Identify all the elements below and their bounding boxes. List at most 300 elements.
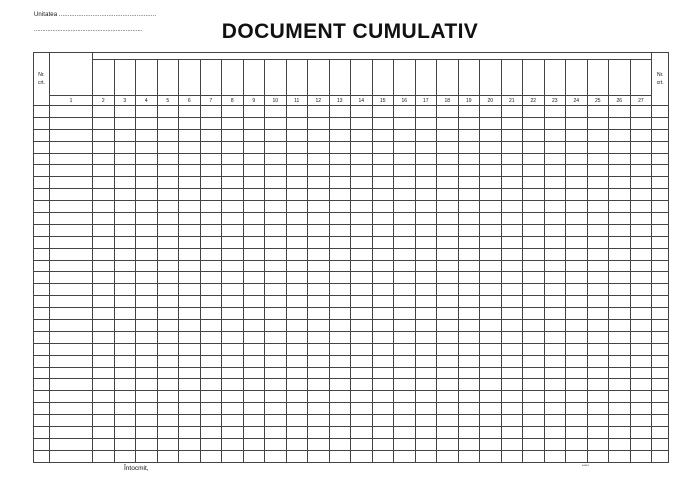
table-cell	[351, 260, 373, 272]
table-cell	[587, 391, 609, 403]
table-cell	[523, 165, 545, 177]
table-cell	[265, 189, 287, 201]
table-cell	[501, 403, 523, 415]
table-cell	[286, 415, 308, 427]
table-cell	[222, 427, 244, 439]
table-cell	[179, 331, 201, 343]
table-cell	[265, 355, 287, 367]
table-cell	[114, 284, 136, 296]
table-row	[34, 117, 669, 129]
table-cell	[50, 296, 93, 308]
table-cell	[351, 438, 373, 450]
table-cell	[652, 117, 669, 129]
table-cell	[501, 141, 523, 153]
table-cell	[114, 331, 136, 343]
table-cell	[566, 129, 588, 141]
table-cell	[50, 355, 93, 367]
table-cell	[480, 415, 502, 427]
table-cell	[93, 165, 115, 177]
table-cell	[308, 355, 330, 367]
table-cell	[50, 106, 93, 118]
table-cell	[114, 379, 136, 391]
table-cell	[458, 367, 480, 379]
table-cell	[114, 403, 136, 415]
table-cell	[93, 260, 115, 272]
column-number: 4	[136, 96, 158, 106]
table-cell	[329, 308, 351, 320]
table-cell	[329, 427, 351, 439]
table-cell	[50, 141, 93, 153]
table-cell	[458, 201, 480, 213]
table-cell	[501, 367, 523, 379]
column-header-cell	[372, 60, 394, 96]
table-cell	[437, 415, 459, 427]
cumulative-table	[33, 52, 669, 463]
table-cell	[394, 236, 416, 248]
table-cell	[652, 189, 669, 201]
table-cell	[308, 201, 330, 213]
table-cell	[50, 260, 93, 272]
table-row	[34, 308, 669, 320]
table-cell	[136, 236, 158, 248]
column-header-cell	[222, 60, 244, 96]
table-cell	[34, 296, 50, 308]
table-cell	[394, 129, 416, 141]
table-cell	[394, 355, 416, 367]
table-cell	[265, 213, 287, 225]
table-cell	[501, 177, 523, 189]
table-cell	[50, 224, 93, 236]
table-cell	[437, 260, 459, 272]
table-cell	[566, 177, 588, 189]
table-cell	[222, 391, 244, 403]
table-cell	[351, 427, 373, 439]
table-cell	[286, 272, 308, 284]
table-cell	[179, 391, 201, 403]
table-cell	[351, 141, 373, 153]
table-cell	[630, 272, 652, 284]
table-cell	[200, 343, 222, 355]
table-cell	[50, 201, 93, 213]
table-cell	[265, 260, 287, 272]
table-cell	[415, 260, 437, 272]
table-cell	[501, 320, 523, 332]
table-cell	[179, 343, 201, 355]
table-cell	[222, 177, 244, 189]
column-number: 12	[308, 96, 330, 106]
table-cell	[157, 415, 179, 427]
table-cell	[34, 153, 50, 165]
table-cell	[544, 367, 566, 379]
table-cell	[652, 427, 669, 439]
table-cell	[351, 129, 373, 141]
table-cell	[480, 379, 502, 391]
table-cell	[630, 153, 652, 165]
column-header-cell	[351, 60, 373, 96]
unit-field: Unitatea .......................................................	[34, 12, 157, 18]
table-cell	[179, 284, 201, 296]
table-cell	[394, 379, 416, 391]
table-cell	[544, 391, 566, 403]
table-cell	[351, 284, 373, 296]
table-cell	[394, 343, 416, 355]
table-cell	[394, 165, 416, 177]
table-cell	[458, 117, 480, 129]
table-cell	[501, 165, 523, 177]
column-number: 14	[351, 96, 373, 106]
table-cell	[652, 248, 669, 260]
table-cell	[114, 224, 136, 236]
table-cell	[114, 129, 136, 141]
table-cell	[501, 450, 523, 462]
table-cell	[544, 331, 566, 343]
table-cell	[308, 450, 330, 462]
table-row	[34, 129, 669, 141]
table-cell	[458, 189, 480, 201]
table-cell	[286, 320, 308, 332]
table-cell	[265, 236, 287, 248]
table-cell	[329, 355, 351, 367]
table-cell	[415, 403, 437, 415]
table-cell	[609, 355, 631, 367]
table-cell	[587, 248, 609, 260]
table-cell	[329, 165, 351, 177]
column-number: 22	[523, 96, 545, 106]
table-cell	[243, 165, 265, 177]
table-cell	[329, 106, 351, 118]
table-cell	[587, 213, 609, 225]
table-cell	[50, 248, 93, 260]
table-cell	[243, 153, 265, 165]
table-cell	[93, 331, 115, 343]
table-row	[34, 355, 669, 367]
table-cell	[372, 403, 394, 415]
table-cell	[523, 177, 545, 189]
table-cell	[93, 248, 115, 260]
column-number: 24	[566, 96, 588, 106]
table-cell	[157, 355, 179, 367]
table-cell	[265, 106, 287, 118]
table-cell	[523, 106, 545, 118]
table-cell	[114, 320, 136, 332]
table-cell	[243, 355, 265, 367]
table-cell	[437, 403, 459, 415]
table-cell	[114, 391, 136, 403]
table-cell	[415, 367, 437, 379]
table-cell	[308, 236, 330, 248]
column-number: 27	[630, 96, 652, 106]
table-cell	[34, 260, 50, 272]
table-cell	[351, 201, 373, 213]
table-cell	[501, 391, 523, 403]
table-cell	[329, 438, 351, 450]
table-cell	[200, 129, 222, 141]
column-number: 16	[394, 96, 416, 106]
table-cell	[480, 308, 502, 320]
table-row	[34, 213, 669, 225]
table-cell	[394, 224, 416, 236]
table-cell	[93, 438, 115, 450]
table-cell	[329, 450, 351, 462]
table-cell	[157, 391, 179, 403]
table-cell	[523, 379, 545, 391]
table-cell	[265, 367, 287, 379]
table-cell	[157, 308, 179, 320]
table-cell	[415, 177, 437, 189]
table-cell	[609, 284, 631, 296]
table-cell	[415, 141, 437, 153]
table-header-top	[34, 53, 669, 60]
table-cell	[34, 141, 50, 153]
table-cell	[286, 153, 308, 165]
table-cell	[652, 403, 669, 415]
table-cell	[136, 331, 158, 343]
table-cell	[394, 213, 416, 225]
table-cell	[566, 189, 588, 201]
table-cell	[480, 117, 502, 129]
table-cell	[200, 415, 222, 427]
table-cell	[372, 224, 394, 236]
table-cell	[222, 296, 244, 308]
table-cell	[329, 129, 351, 141]
table-cell	[200, 248, 222, 260]
table-row	[34, 236, 669, 248]
table-cell	[630, 427, 652, 439]
table-cell	[587, 153, 609, 165]
table-cell	[523, 427, 545, 439]
table-cell	[136, 438, 158, 450]
table-cell	[458, 248, 480, 260]
table-cell	[136, 153, 158, 165]
table-cell	[200, 331, 222, 343]
table-cell	[415, 213, 437, 225]
table-cell	[308, 189, 330, 201]
table-cell	[34, 117, 50, 129]
table-cell	[458, 391, 480, 403]
table-cell	[394, 438, 416, 450]
table-cell	[114, 450, 136, 462]
column-number: 18	[437, 96, 459, 106]
table-cell	[351, 415, 373, 427]
table-cell	[157, 236, 179, 248]
table-cell	[351, 272, 373, 284]
table-cell	[437, 331, 459, 343]
table-cell	[609, 438, 631, 450]
table-cell	[587, 272, 609, 284]
table-cell	[523, 141, 545, 153]
table-cell	[480, 248, 502, 260]
table-cell	[157, 189, 179, 201]
table-cell	[630, 201, 652, 213]
table-cell	[437, 320, 459, 332]
table-cell	[50, 343, 93, 355]
table-cell	[136, 415, 158, 427]
table-cell	[179, 236, 201, 248]
table-cell	[329, 177, 351, 189]
table-cell	[458, 153, 480, 165]
table-cell	[136, 201, 158, 213]
table-cell	[114, 260, 136, 272]
table-cell	[286, 343, 308, 355]
table-cell	[50, 165, 93, 177]
table-cell	[415, 320, 437, 332]
table-cell	[630, 296, 652, 308]
table-cell	[157, 248, 179, 260]
table-cell	[50, 236, 93, 248]
table-cell	[114, 141, 136, 153]
table-cell	[34, 201, 50, 213]
table-cell	[458, 320, 480, 332]
table-cell	[50, 391, 93, 403]
table-cell	[523, 236, 545, 248]
table-cell	[566, 117, 588, 129]
table-cell	[50, 284, 93, 296]
table-cell	[34, 403, 50, 415]
column-number: 1	[50, 96, 93, 106]
table-cell	[523, 308, 545, 320]
table-cell	[630, 141, 652, 153]
table-cell	[243, 296, 265, 308]
table-cell	[372, 438, 394, 450]
table-cell	[394, 141, 416, 153]
table-cell	[458, 165, 480, 177]
table-cell	[630, 367, 652, 379]
table-cell	[437, 153, 459, 165]
table-cell	[308, 331, 330, 343]
table-cell	[630, 106, 652, 118]
table-cell	[630, 438, 652, 450]
table-cell	[501, 201, 523, 213]
table-cell	[222, 379, 244, 391]
table-cell	[179, 260, 201, 272]
table-cell	[372, 177, 394, 189]
table-cell	[157, 153, 179, 165]
table-row	[34, 248, 669, 260]
column-number: 2	[93, 96, 115, 106]
table-cell	[544, 427, 566, 439]
table-cell	[652, 106, 669, 118]
table-cell	[480, 284, 502, 296]
table-cell	[286, 391, 308, 403]
table-cell	[372, 320, 394, 332]
table-cell	[200, 189, 222, 201]
table-cell	[179, 153, 201, 165]
table-cell	[243, 343, 265, 355]
table-cell	[587, 189, 609, 201]
table-row	[34, 331, 669, 343]
table-cell	[308, 308, 330, 320]
column-number: 26	[609, 96, 631, 106]
column-header-cell	[286, 60, 308, 96]
table-cell	[200, 106, 222, 118]
table-cell	[308, 106, 330, 118]
table-cell	[501, 248, 523, 260]
table-cell	[308, 320, 330, 332]
table-cell	[351, 367, 373, 379]
table-cell	[179, 367, 201, 379]
table-cell	[179, 224, 201, 236]
table-cell	[394, 177, 416, 189]
table-cell	[458, 427, 480, 439]
table-cell	[437, 189, 459, 201]
table-cell	[243, 415, 265, 427]
table-cell	[200, 213, 222, 225]
table-cell	[458, 296, 480, 308]
table-cell	[566, 224, 588, 236]
table-cell	[114, 427, 136, 439]
table-cell	[566, 331, 588, 343]
table-cell	[93, 296, 115, 308]
table-cell	[157, 343, 179, 355]
column-header-cell	[609, 60, 631, 96]
table-cell	[136, 165, 158, 177]
table-cell	[652, 129, 669, 141]
page-title	[0, 20, 700, 44]
table-cell	[136, 308, 158, 320]
table-cell	[523, 367, 545, 379]
table-cell	[114, 177, 136, 189]
table-cell	[200, 403, 222, 415]
table-row	[34, 427, 669, 439]
table-cell	[351, 153, 373, 165]
column-number: 17	[415, 96, 437, 106]
table-cell	[587, 260, 609, 272]
table-cell	[609, 248, 631, 260]
table-cell	[394, 153, 416, 165]
table-cell	[394, 106, 416, 118]
table-cell	[458, 331, 480, 343]
table-cell	[415, 106, 437, 118]
table-cell	[93, 450, 115, 462]
table-cell	[222, 224, 244, 236]
table-cell	[351, 224, 373, 236]
table-cell	[93, 153, 115, 165]
table-cell	[157, 129, 179, 141]
table-cell	[523, 260, 545, 272]
grouped-header-band	[93, 53, 652, 60]
table-cell	[523, 201, 545, 213]
table-cell	[136, 141, 158, 153]
table-cell	[222, 355, 244, 367]
table-cell	[458, 272, 480, 284]
table-cell	[609, 450, 631, 462]
table-cell	[243, 248, 265, 260]
table-cell	[136, 189, 158, 201]
table-cell	[329, 284, 351, 296]
table-cell	[308, 213, 330, 225]
table-cell	[179, 213, 201, 225]
table-cell	[630, 355, 652, 367]
table-cell	[136, 343, 158, 355]
table-cell	[351, 177, 373, 189]
table-cell	[458, 141, 480, 153]
table-cell	[351, 117, 373, 129]
column-number: 15	[372, 96, 394, 106]
table-cell	[265, 153, 287, 165]
table-cell	[566, 141, 588, 153]
table-cell	[179, 438, 201, 450]
table-cell	[437, 213, 459, 225]
table-cell	[114, 201, 136, 213]
table-cell	[114, 438, 136, 450]
table-cell	[136, 355, 158, 367]
table-cell	[34, 129, 50, 141]
table-cell	[265, 415, 287, 427]
table-cell	[93, 177, 115, 189]
table-cell	[114, 213, 136, 225]
column-number: 6	[179, 96, 201, 106]
table-cell	[50, 403, 93, 415]
